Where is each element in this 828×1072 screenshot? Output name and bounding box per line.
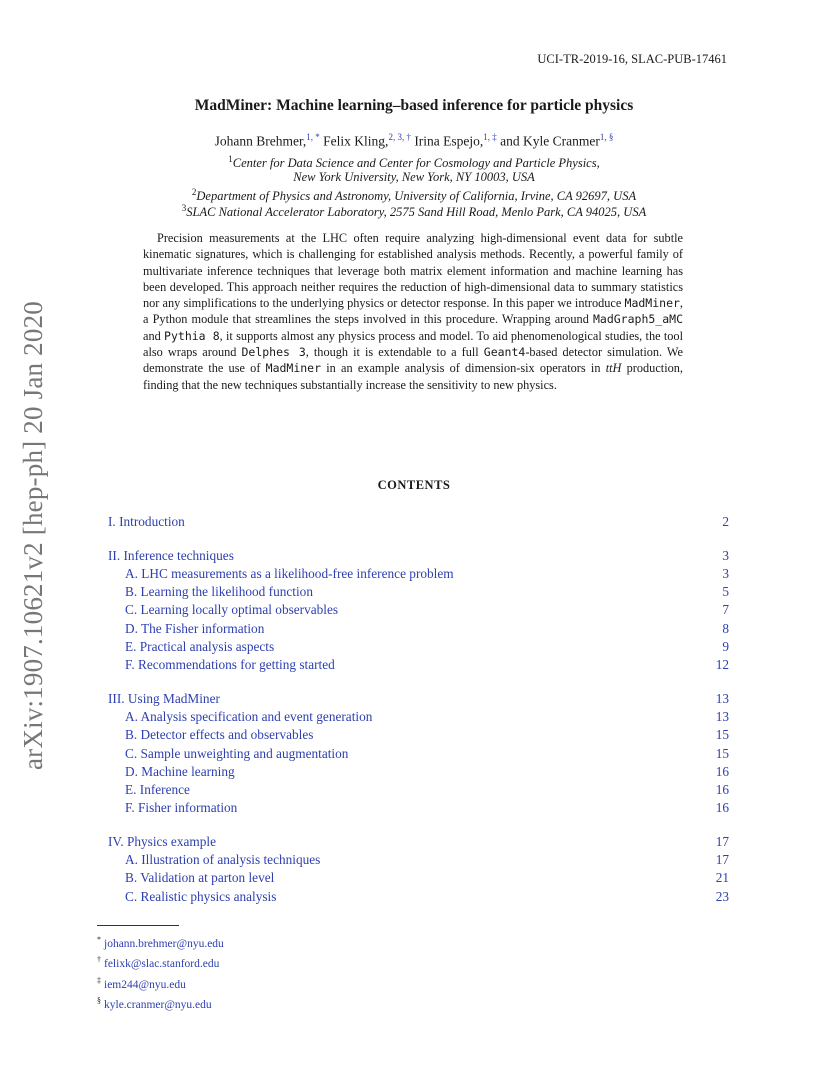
toc-entry-label[interactable]: A. Analysis specification and event generation	[125, 709, 373, 724]
toc-entry-label[interactable]: B. Validation at parton level	[125, 870, 275, 885]
footnote-mark: §	[97, 995, 101, 1005]
author-name: Irina Espejo,	[414, 133, 484, 149]
footnote-item	[97, 952, 224, 972]
affiliation-mark: 3	[181, 203, 187, 213]
abstract-text: , it supports almost any physics process and model. To aid phenomenological studies, the tool also wraps around	[143, 328, 683, 360]
footnotes	[97, 932, 224, 1013]
toc-entry-page[interactable]: 17	[715, 834, 729, 849]
toc-entry-page[interactable]: 13	[715, 709, 729, 724]
toc-entry-label[interactable]: II. Inference techniques	[108, 548, 234, 563]
author-name: and Kyle Cranmer	[500, 133, 600, 149]
arxiv-identifier-stamp: arXiv:1907.10621v2 [hep-ph] 20 Jan 2020	[18, 301, 48, 770]
toc-entry-page[interactable]: 9	[722, 639, 729, 654]
author-affil-mark[interactable]: 1, §	[599, 132, 614, 142]
toc-entry-page[interactable]: 3	[722, 548, 729, 563]
affiliation-text: Department of Physics and Astronomy, University of California, Irvine, CA 92697, USA	[196, 189, 637, 204]
code-pythia: Pythia 8	[164, 328, 220, 343]
toc-entry-label[interactable]: E. Practical analysis aspects	[125, 639, 275, 654]
footnote-rule	[97, 925, 179, 926]
email-link[interactable]: iem244@nyu.edu	[104, 978, 186, 991]
toc-entry-label[interactable]: A. Illustration of analysis techniques	[125, 852, 321, 867]
toc-entry-page[interactable]: 16	[715, 782, 729, 797]
toc-entry-page[interactable]: 2	[722, 514, 729, 529]
toc-entry-page[interactable]: 23	[715, 889, 729, 904]
toc-entry-page[interactable]: 15	[715, 746, 729, 761]
abstract-paragraph	[143, 230, 683, 393]
toc-entry-page[interactable]: 5	[722, 584, 729, 599]
toc-entry-page[interactable]: 21	[715, 870, 729, 885]
email-link[interactable]: johann.brehmer@nyu.edu	[104, 937, 224, 950]
toc-entry-label[interactable]: I. Introduction	[108, 514, 185, 529]
author-name: Johann Brehmer,	[214, 133, 307, 149]
footnote-item	[97, 993, 224, 1013]
affiliation-mark: 1	[228, 154, 233, 164]
affiliation-1	[0, 154, 828, 171]
contents-heading: CONTENTS	[377, 478, 451, 492]
toc-entry-label[interactable]: E. Inference	[125, 782, 190, 797]
footnote-item	[97, 932, 224, 952]
toc-entry-label[interactable]: C. Realistic physics analysis	[125, 889, 277, 904]
affiliation-text: New York University, New York, NY 10003, USA	[293, 170, 535, 184]
author-name: Felix Kling,	[323, 133, 389, 149]
author-affil-mark[interactable]: 2, 3, †	[388, 132, 411, 142]
toc-entry-label[interactable]: F. Recommendations for getting started	[125, 657, 335, 672]
toc-entry-label[interactable]: F. Fisher information	[125, 800, 238, 815]
email-link[interactable]: kyle.cranmer@nyu.edu	[104, 998, 212, 1011]
toc-entry-label[interactable]: D. Machine learning	[125, 764, 235, 779]
author-affil-mark[interactable]: 1, ‡	[483, 132, 497, 142]
abstract-text: , a Python module that streamlines the steps involved in this procedure. Wrapping around	[143, 296, 683, 327]
toc-entry-page[interactable]: 13	[715, 691, 729, 706]
affiliation-text: Center for Data Science and Center for Cosmology and Particle Physics,	[232, 156, 600, 171]
footnote-item	[97, 973, 224, 993]
footnote-mark: †	[97, 955, 101, 965]
toc-entry-label[interactable]: C. Learning locally optimal observables	[125, 602, 339, 617]
abstract-text: production, finding that the new techniques substantially increase the sensitivity to new physics.	[143, 361, 683, 392]
toc-entry-label[interactable]: IV. Physics example	[108, 834, 216, 849]
toc-entry-page[interactable]: 17	[715, 852, 729, 867]
toc-entry-page[interactable]: 7	[722, 602, 729, 617]
abstract-text: in an example analysis of dimension-six operators in	[321, 361, 606, 376]
code-madgraph: MadGraph5_aMC	[592, 312, 683, 327]
abstract-text: Precision measurements at the LHC often require analyzing high-dimensional event data for subtle kinematic signatures, which is challenging for established analysis methods. Recently, a powerful family of multivariate inference techniques that leverage both matrix element information and machine learning has been developed. This approach neither requires the reduction of high-dimensional data to summary statistics nor any simplifications to the underlying physics or detector response. In this paper we introduce	[143, 231, 683, 311]
affiliation-2	[0, 187, 828, 204]
abstract-text: -based detector simulation. We demonstrate the use of	[143, 345, 684, 376]
code-madminer: MadMiner	[265, 361, 322, 376]
code-madminer: MadMiner	[624, 296, 680, 311]
code-delphes: Delphes 3	[241, 345, 306, 360]
author-affil-mark[interactable]: 1, *	[306, 132, 320, 142]
affiliation-mark: 2	[191, 187, 197, 197]
toc-entry-label[interactable]: D. The Fisher information	[125, 621, 265, 636]
abstract-text: , though it is extendable to a full	[305, 345, 484, 360]
toc-entry-label[interactable]: B. Learning the likelihood function	[125, 584, 313, 599]
affiliation-text: SLAC National Accelerator Laboratory, 2575 Sand Hill Road, Menlo Park, CA 94025, USA	[186, 205, 647, 220]
email-link[interactable]: felixk@slac.stanford.edu	[104, 958, 220, 971]
code-geant: Geant4	[483, 345, 526, 360]
abstract	[143, 230, 683, 393]
toc-entry-page[interactable]: 8	[722, 621, 729, 636]
paper-title: MadMiner: Machine learning–based inference for particle physics	[194, 97, 634, 114]
footnote-mark: *	[97, 935, 101, 944]
toc-entry-label[interactable]: C. Sample unweighting and augmentation	[125, 746, 349, 761]
author-list	[0, 132, 828, 150]
toc-entry-page[interactable]: 3	[722, 566, 729, 581]
affiliation-3	[0, 203, 828, 220]
footnote-mark: ‡	[97, 975, 101, 985]
toc-entry-label[interactable]: B. Detector effects and observables	[125, 727, 314, 742]
report-number: UCI-TR-2019-16, SLAC-PUB-17461	[537, 52, 727, 66]
process-tth: ttH	[605, 361, 622, 376]
affiliation-1-cont	[0, 170, 828, 185]
toc-entry-page[interactable]: 15	[715, 727, 729, 742]
toc-entry-label[interactable]: A. LHC measurements as a likelihood-free inference problem	[125, 566, 454, 581]
abstract-text: and	[143, 328, 165, 343]
toc-entry-label[interactable]: III. Using MadMiner	[108, 691, 220, 706]
toc-entry-page[interactable]: 12	[715, 657, 729, 672]
toc-entry-page[interactable]: 16	[715, 800, 729, 815]
toc-entry-page[interactable]: 16	[715, 764, 729, 779]
